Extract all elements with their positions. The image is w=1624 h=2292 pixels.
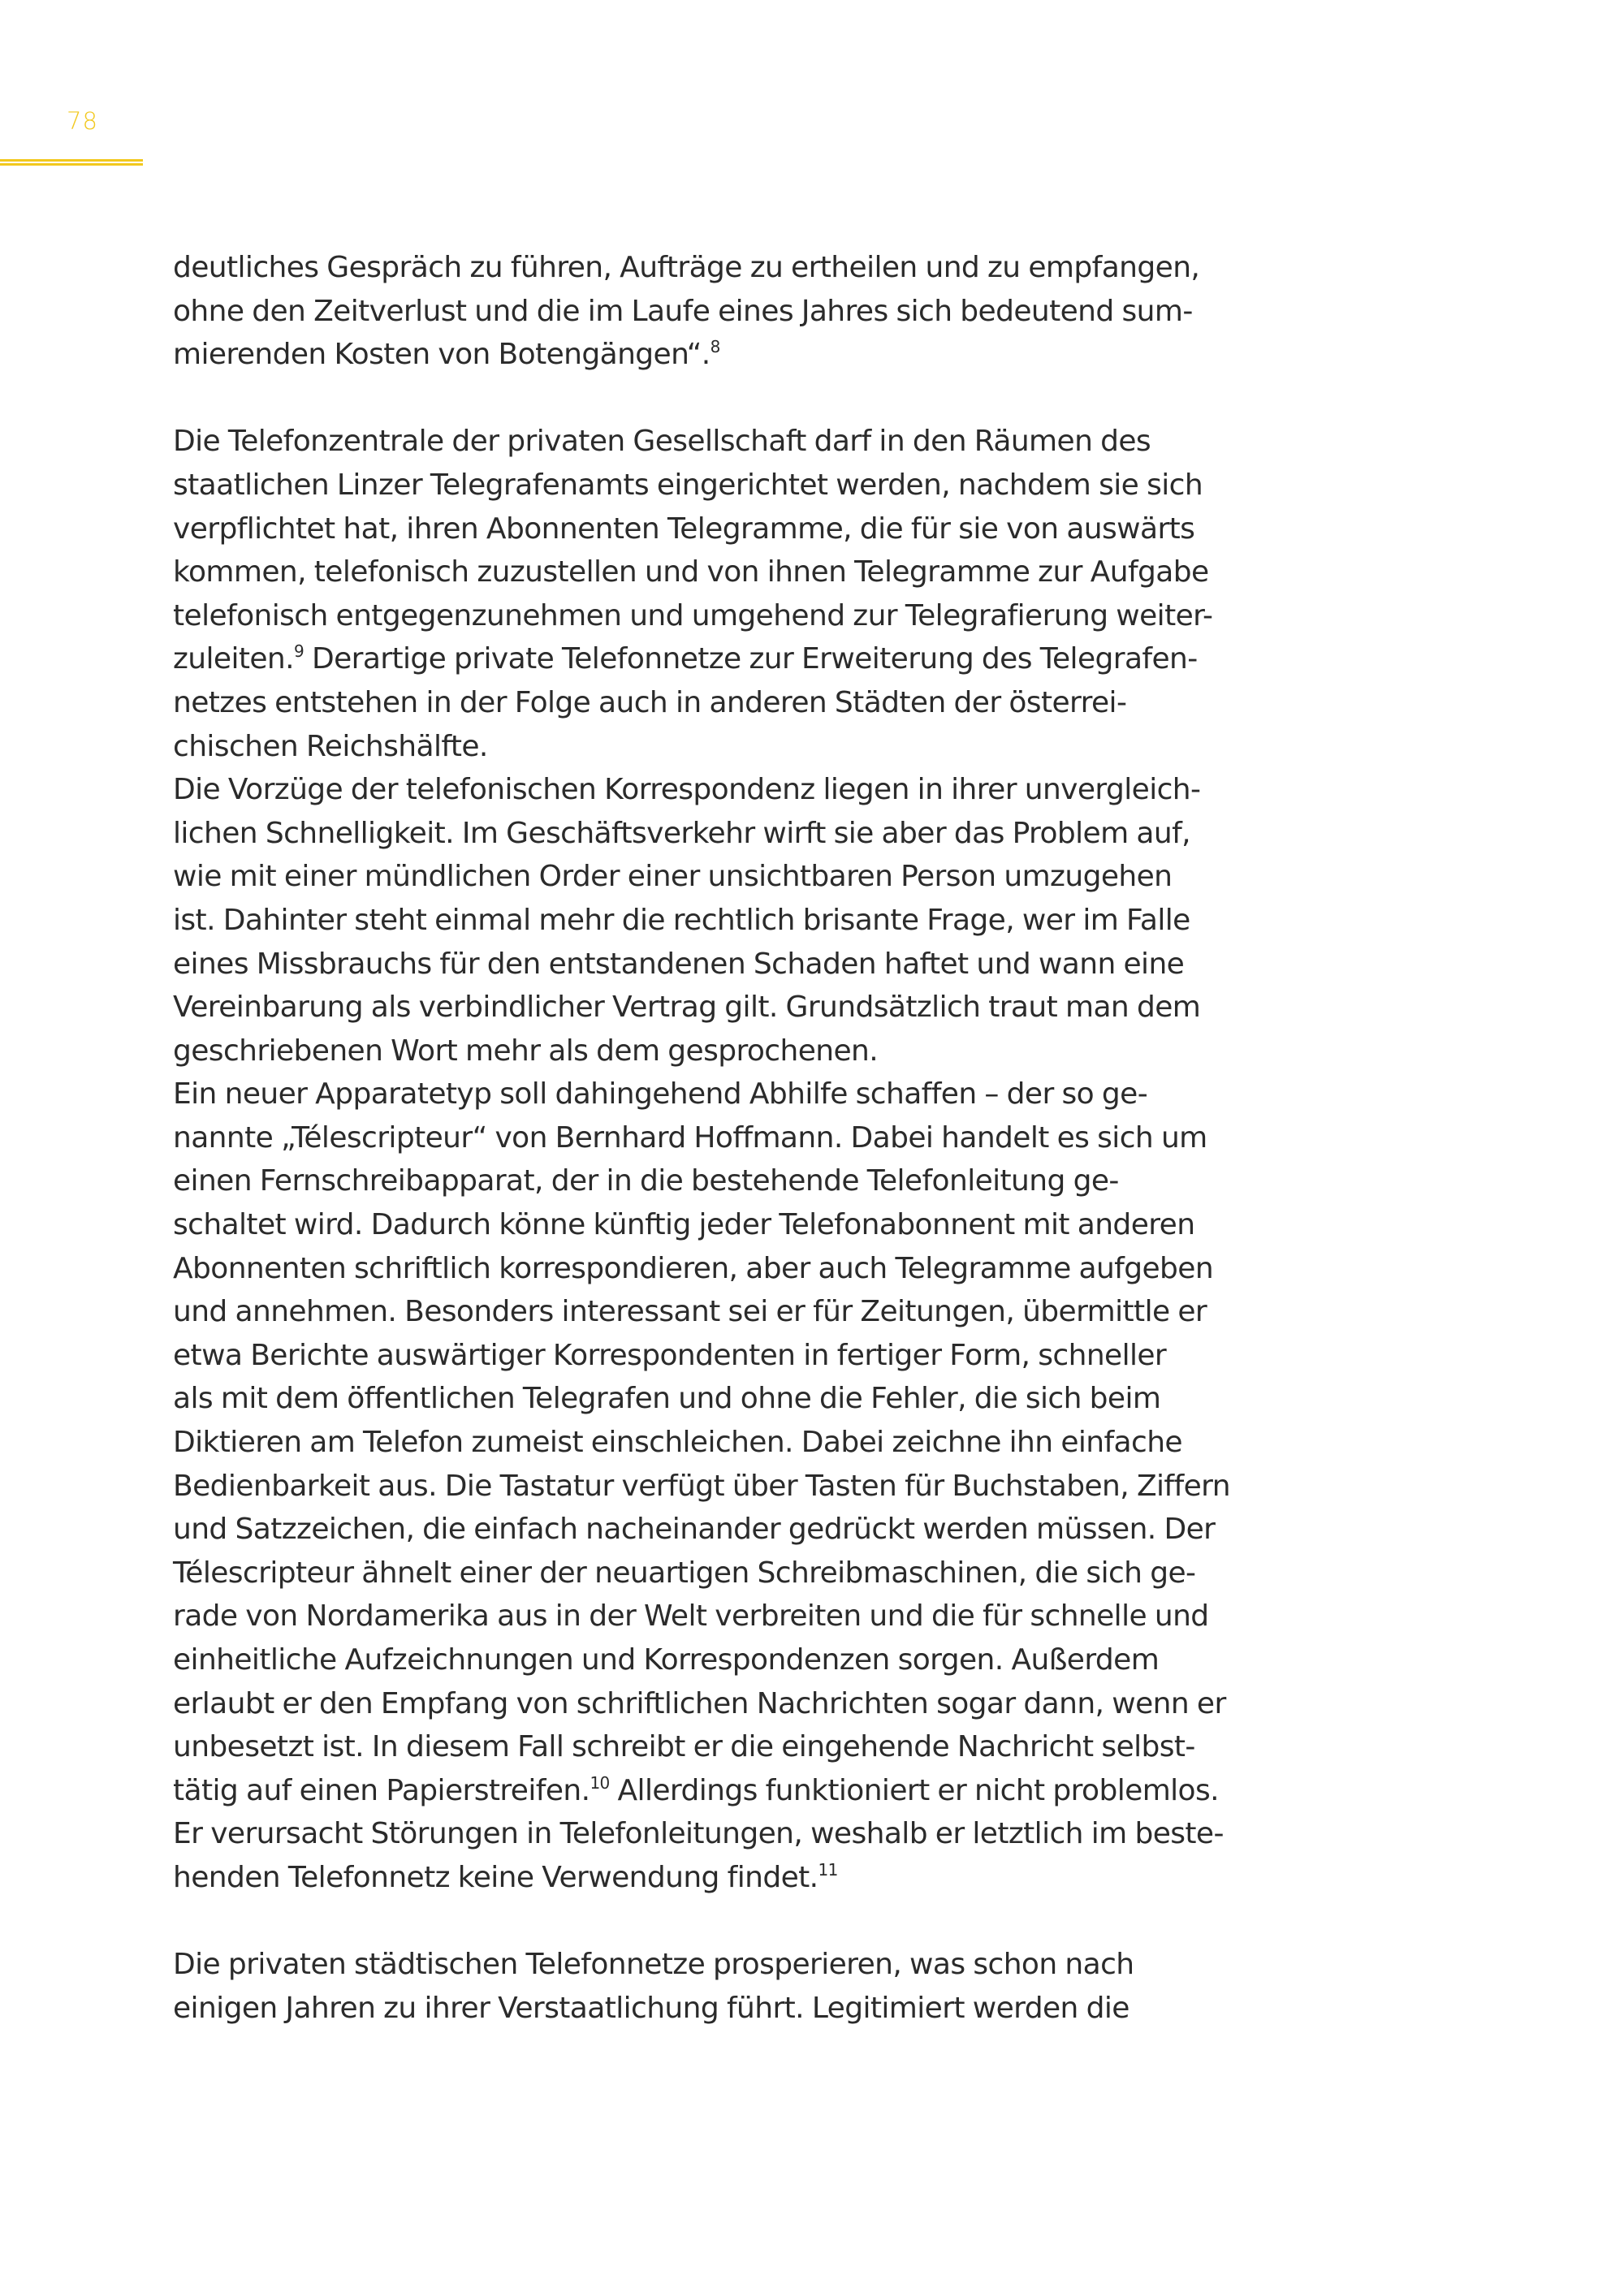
text-line: deutliches Gespräch zu führen, Aufträge zu ertheilen und zu empfangen, (173, 251, 1200, 284)
text-line: einen Fernschreibapparat, der in die bestehende Telefonleitung ge- (173, 1164, 1119, 1198)
text-line: ist. Dahinter steht einmal mehr die rechtlich brisante Frage, wer im Falle (173, 903, 1190, 937)
text-line: erlaubt er den Empfang von schriftlichen Nachrichten sogar dann, wenn er (173, 1686, 1226, 1720)
text-line: eines Missbrauchs für den entstandenen Schaden haftet und wann eine (173, 947, 1185, 981)
text-line: Die Vorzüge der telefonischen Korrespondenz liegen in ihrer unvergleich- (173, 773, 1201, 807)
text-line: als mit dem öffentlichen Telegrafen und ohne die Fehler, die sich beim (173, 1382, 1161, 1416)
text-line: staatlichen Linzer Telegrafenamts eingerichtet werden, nachdem sie sich (173, 468, 1203, 502)
text-line: chischen Reichshälfte. (173, 729, 488, 763)
header-rule-bottom (0, 163, 143, 166)
text-line: mierenden Kosten von Botengängen“.$^8$ (173, 337, 720, 372)
footnote-ref-11[interactable]: 11 (818, 1859, 838, 1880)
text-line: kommen, telefonisch zuzustellen und von ihnen Telegramme zur Aufgabe (173, 555, 1209, 589)
text-line: netzes entstehen in der Folge auch in anderen Städten der österrei- (173, 685, 1127, 719)
header-rule-top (0, 159, 143, 162)
text-line: und annehmen. Besonders interessant sei er für Zeitungen, übermittle er (173, 1295, 1207, 1329)
text-line: wie mit einer mündlichen Order einer unsichtbaren Person umzugehen (173, 860, 1173, 894)
paragraph-2 (173, 420, 1261, 1899)
text-line: rade von Nordamerika aus in der Welt verbreiten und die für schnelle und (173, 1599, 1209, 1634)
footnote-ref-9[interactable]: 9 (294, 641, 304, 662)
text-line: nannte „Télescripteur“ von Bernhard Hoffmann. Dabei handelt es sich um (173, 1120, 1207, 1155)
paragraph-spacer (173, 1900, 1261, 1944)
text-line: etwa Berichte auswärtiger Korrespondenten in fertiger Form, schneller (173, 1338, 1167, 1372)
text-line: lichen Schnelligkeit. Im Geschäftsverkehr wirft sie aber das Problem auf, (173, 816, 1190, 850)
text-line: schaltet wird. Dadurch könne künftig jeder Telefonabonnent mit anderen (173, 1208, 1195, 1242)
text-line: Télescripteur ähnelt einer der neuartigen Schreibmaschinen, die sich ge- (173, 1556, 1196, 1590)
text-line: Bedienbarkeit aus. Die Tastatur verfügt über Tasten für Buchstaben, Ziffern (173, 1469, 1230, 1503)
footnote-ref-8[interactable]: 8 (710, 337, 720, 357)
text-line: verpflichtet hat, ihren Abonnenten Telegramme, die für sie von auswärts (173, 511, 1195, 546)
text-line: einheitliche Aufzeichnungen und Korrespondenzen sorgen. Außerdem (173, 1643, 1160, 1677)
text-line: unbesetzt ist. In diesem Fall schreibt er die eingehende Nachricht selbst- (173, 1730, 1195, 1764)
text-line: Die privaten städtischen Telefonnetze prosperieren, was schon nach (173, 1948, 1134, 1982)
text-line: Ein neuer Apparatetyp soll dahingehend Abhilfe schaffen – der so ge- (173, 1077, 1148, 1111)
text-line: Er verursacht Störungen in Telefonleitungen, weshalb er letztlich im beste- (173, 1817, 1224, 1851)
text-line: zuleiten.$^9$ Derartige private Telefonnetze zur Erweiterung des Telegrafen- (173, 641, 1198, 676)
paragraph-1 (173, 246, 1261, 377)
text-line: Abonnenten schriftlich korrespondieren, aber auch Telegramme aufgeben (173, 1251, 1214, 1285)
text-line: geschriebenen Wort mehr als dem gesprochenen. (173, 1034, 879, 1068)
text-line: telefonisch entgegenzunehmen und umgehend zur Telegrafierung weiter- (173, 598, 1213, 632)
text-line: und Satzzeichen, die einfach nacheinander gedrückt werden müssen. Der (173, 1513, 1216, 1547)
footnote-ref-10[interactable]: 10 (590, 1772, 610, 1793)
text-line: Vereinbarung als verbindlicher Vertrag gilt. Grundsätzlich traut man dem (173, 991, 1201, 1025)
text-line: Diktieren am Telefon zumeist einschleichen. Dabei zeichne ihn einfache (173, 1426, 1182, 1460)
text-line: tätig auf einen Papierstreifen.$^{10}$ Allerdings funktioniert er nicht problemlos. (173, 1772, 1219, 1807)
paragraph-3 (173, 1943, 1261, 2030)
paragraph-spacer (173, 377, 1261, 421)
body-text (173, 246, 1261, 2030)
text-line: einigen Jahren zu ihrer Verstaatlichung führt. Legitimiert werden die (173, 1991, 1129, 2025)
text-line: ohne den Zeitverlust und die im Laufe eines Jahres sich bedeutend sum- (173, 294, 1193, 328)
text-line: Die Telefonzentrale der privaten Gesellschaft darf in den Räumen des (173, 425, 1151, 459)
page-number: 78 (67, 107, 98, 135)
text-line: henden Telefonnetz keine Verwendung findet.$^{11}$ (173, 1859, 838, 1894)
